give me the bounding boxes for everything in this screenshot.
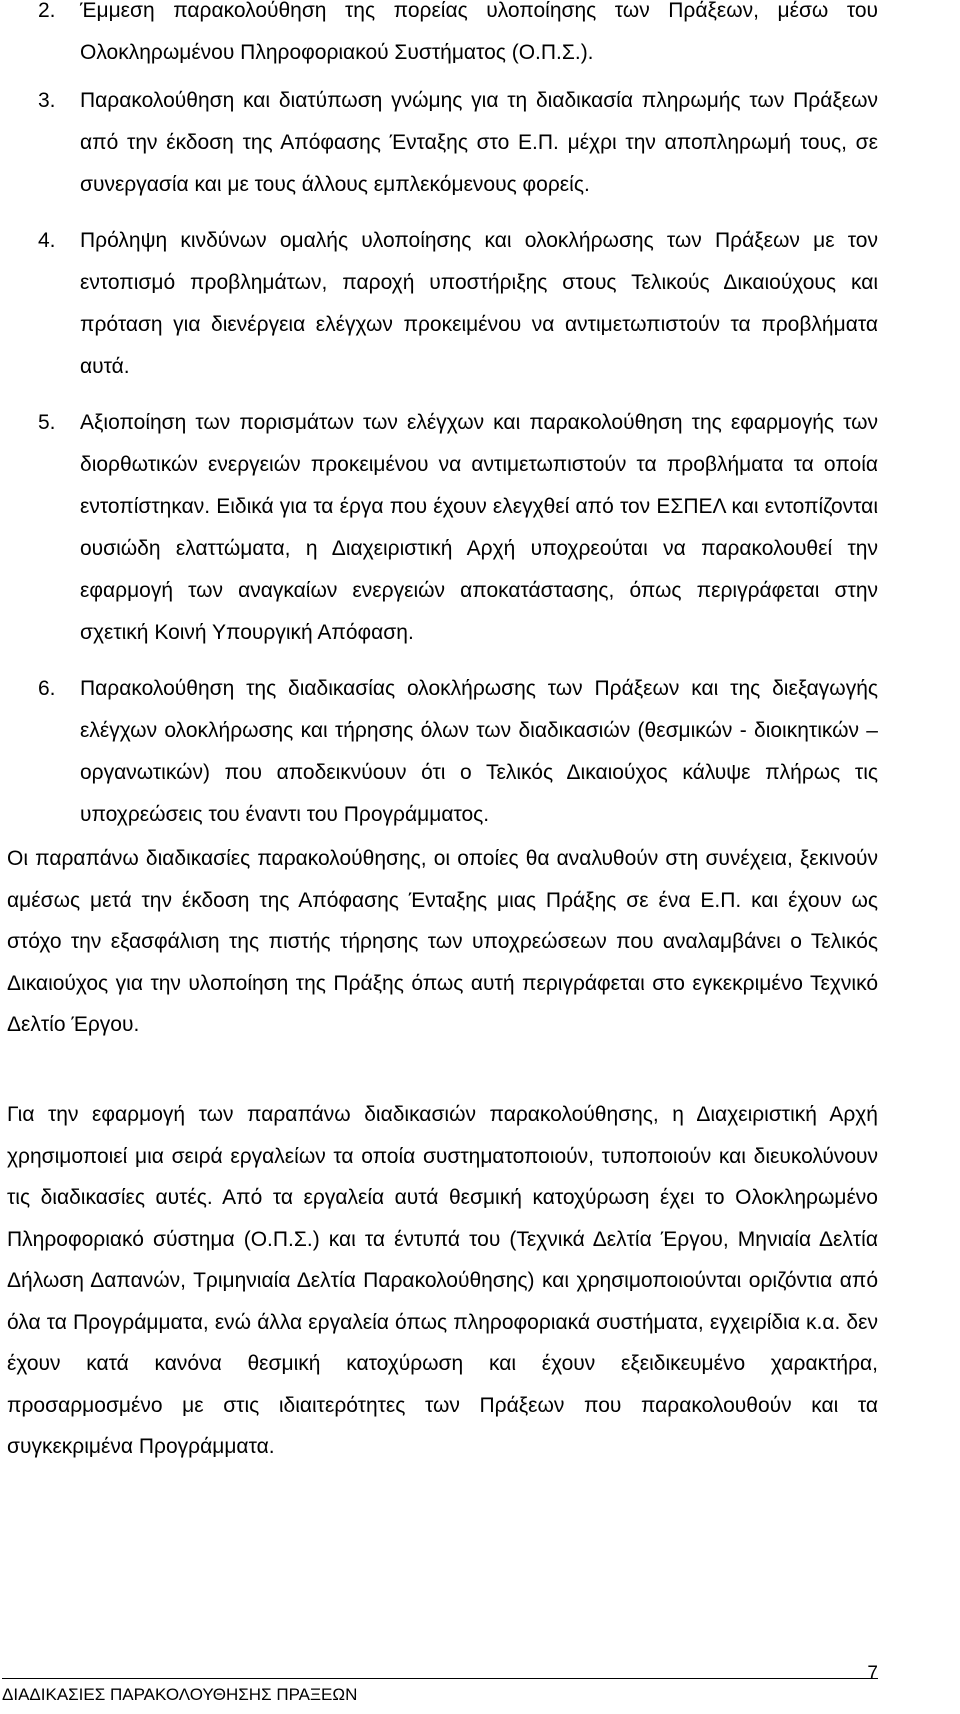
numbered-list [38,0,878,836]
list-item [38,402,878,654]
page-number: 7 [867,1663,878,1684]
body-paragraph: Για την εφαρμογή των παραπάνω διαδικασιών παρακολούθησης, η Διαχειριστική Αρχή χρησιμοποιεί μια σειρά εργαλείων τα οποία συστηματοποιούν, τυποποιούν και διευκολύνουν τις διαδικασίες αυτές. Από τα εργαλεία αυτά θεσμική κατοχύρωση έχει το Ολοκληρωμένο Πληροφοριακό σύστημα (Ο.Π.Σ.) και τα έντυπά του (Τεχνικά Δελτία Έργου, Μηνιαία Δελτία Δήλωση Δαπανών, Τριμηνιαία Δελτία Παρακολούθησης) και χρησιμοποιούνται οριζόντια από όλα τα Προγράμματα, ενώ άλλα εργαλεία όπως πληροφοριακά συστήματα, εγχειρίδια κ.α. δεν έχουν κατά κανόνα θεσμική κατοχύρωση και έχουν εξειδικευμένο χαρακτήρα, προσαρμοσμένο με στις ιδιαιτερότητες των Πράξεων που παρακολουθούν και τα συγκεκριμένα Προγράμματα. [7,1103,878,1458]
list-item-text: Παρακολούθηση της διαδικασίας ολοκλήρωσης των Πράξεων και της διεξαγωγής ελέγχων ολοκλήρωσης και τήρησης όλων των διαδικασιών (θεσμικών - διοικητικών – οργανωτικών) που αποδεικνύουν ότι ο Τελικός Δικαιούχος κάλυψε πλήρως τις υποχρεώσεις του έναντι του Προγράμματος. [80,677,878,826]
list-item-text: Πρόληψη κινδύνων ομαλής υλοποίησης και ολοκλήρωσης των Πράξεων με τον εντοπισμό προβλημάτων, παροχή υποστήριξης στους Τελικούς Δικαιούχους και πρόταση για διενέργεια ελέγχων προκειμένου να αντιμετωπιστούν τα προβλήματα αυτά. [80,229,878,378]
list-item-text: Έμμεση παρακολούθηση της πορείας υλοποίησης των Πράξεων, μέσω του Ολοκληρωμένου Πληροφοριακού Συστήματος (Ο.Π.Σ.). [80,0,878,64]
footer-title: ΔΙΑΔΙΚΑΣΙΕΣ ΠΑΡΑΚΟΛΟΥΘΗΣΗΣ ΠΡΑΞΕΩΝ [2,1685,358,1704]
list-item-text: Παρακολούθηση και διατύπωση γνώμης για τη διαδικασία πληρωμής των Πράξεων από την έκδοση της Απόφασης Ένταξης στο Ε.Π. μέχρι την αποπληρωμή τους, σε συνεργασία και με τους άλλους εμπλεκόμενους φορείς. [80,89,878,196]
list-item-number: 3. [38,89,56,112]
list-item [38,0,878,74]
list-item-number: 4. [38,229,56,252]
list-item [38,220,878,388]
list-item-number: 5. [38,411,56,434]
list-item-number: 2. [38,0,56,22]
list-item-text: Αξιοποίηση των πορισμάτων των ελέγχων και παρακολούθηση της εφαρμογής των διορθωτικών ενεργειών προκειμένου να αντιμετωπιστούν τα προβλήματα τα οποία εντοπίστηκαν. Ειδικά για τα έργα που έχουν ελεγχθεί από τον ΕΣΠΕΛ και εντοπίζονται ουσιώδη ελαττώματα, η Διαχειριστική Αρχή υποχρεούται να παρακολουθεί την εφαρμογή των αναγκαίων ενεργειών αποκατάστασης, όπως περιγράφεται στην σχετική Κοινή Υπουργική Απόφαση. [80,411,878,644]
list-item-number: 6. [38,677,56,700]
list-item [38,668,878,836]
body-paragraph: Οι παραπάνω διαδικασίες παρακολούθησης, οι οποίες θα αναλυθούν στη συνέχεια, ξεκινούν αμέσως μετά την έκδοση της Απόφασης Ένταξης μιας Πράξης σε ένα Ε.Π. και έχουν ως στόχο την εξασφάλιση της πιστής τήρησης των υποχρεώσεων που αναλαμβάνει ο Τελικός Δικαιούχος για την υλοποίηση της Πράξης όπως αυτή περιγράφεται στο εγκεκριμένο Τεχνικό Δελτίο Έργου. [7,847,878,1036]
list-item [38,80,878,206]
page-footer [2,1663,878,1714]
